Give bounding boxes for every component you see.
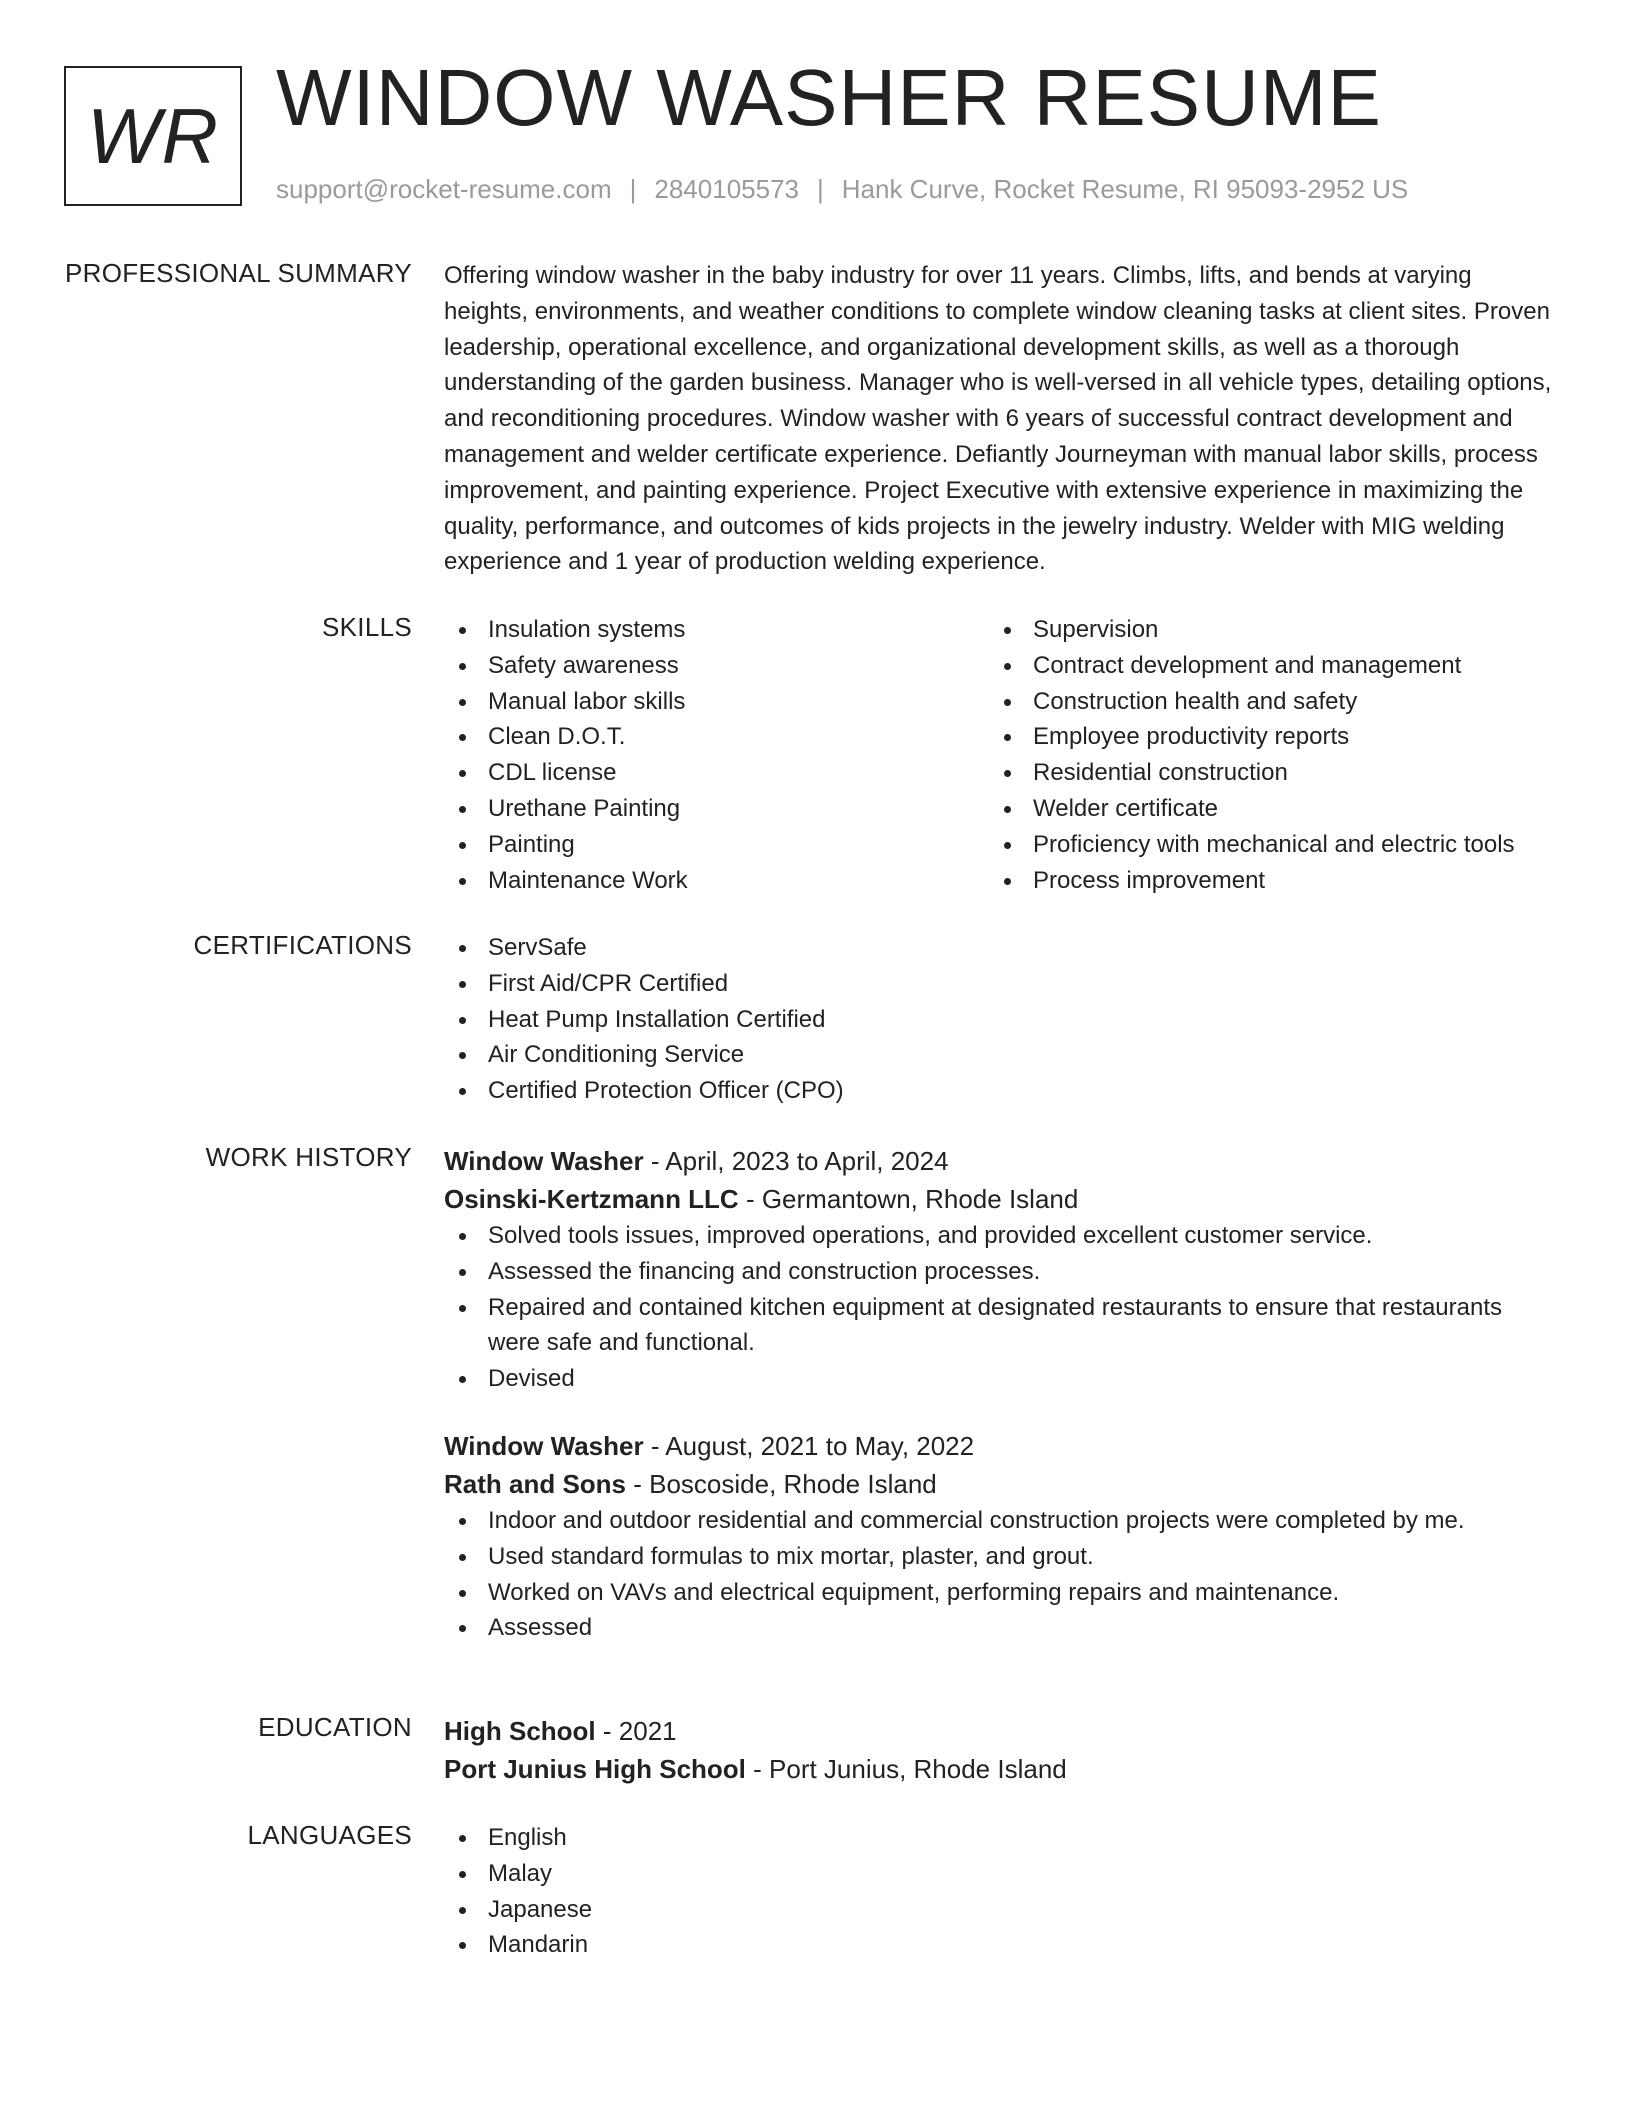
languages-list [444, 1820, 1554, 1963]
contact-separator: | [817, 174, 824, 204]
education-location: - Port Junius, Rhode Island [745, 1754, 1067, 1784]
job-duty: Devised [444, 1361, 1554, 1397]
contact-line [276, 174, 1408, 205]
job-entry [444, 1427, 1554, 1646]
job-entry [444, 1142, 1554, 1397]
job-duties-list [444, 1218, 1554, 1397]
section-label: CERTIFICATIONS [193, 930, 412, 960]
resume-title: WINDOW WASHER RESUME [276, 53, 1382, 142]
job-duty: Used standard formulas to mix mortar, plaster, and grout. [444, 1539, 1554, 1575]
contact-address: Hank Curve, Rocket Resume, RI 95093-2952 US [841, 174, 1409, 204]
summary-text: Offering window washer in the baby industry for over 11 years. Climbs, lifts, and bends at varying heights, environments, and weather conditions to complete window cleaning tasks at client sites. Proven leadership, operational excellence, and organizational development skills, as well as a thorough understanding of the garden business. Manager who is well-versed in all vehicle types, detailing options, and reconditioning procedures. Window washer with 6 years of successful contract development and management and welder certificate experience. Defiantly Journeyman with manual labor skills, process improvement, and painting experience. Project Executive with extensive experience in maximizing the quality, performance, and outcomes of kids projects in the jewelry industry. Welder with MIG welding experience and 1 year of production welding experience. [444, 262, 1552, 576]
section-label: EDUCATION [258, 1712, 412, 1742]
job-duties-list [444, 1503, 1554, 1646]
skill-item: Urethane Painting [444, 791, 989, 827]
certification-item: ServSafe [444, 930, 1554, 966]
certification-item: Heat Pump Installation Certified [444, 1002, 1554, 1038]
certification-item: Certified Protection Officer (CPO) [444, 1073, 1554, 1109]
job-company: Rath and Sons [444, 1468, 627, 1499]
skill-item: Welder certificate [989, 791, 1534, 827]
skill-item: Process improvement [989, 863, 1534, 899]
skill-item: Contract development and management [989, 648, 1534, 684]
job-company: Osinski-Kertzmann LLC [444, 1184, 739, 1214]
section-label: SKILLS [322, 612, 412, 642]
job-location: - Boscoside, Rhode Island [626, 1468, 937, 1499]
job-duty: Assessed [444, 1610, 1554, 1646]
job-dates: - April, 2023 to April, 2024 [643, 1146, 949, 1176]
skill-item: Manual labor skills [444, 684, 989, 720]
skill-item: Construction health and safety [989, 684, 1534, 720]
job-duty: Worked on VAVs and electrical equipment, performing repairs and maintenance. [444, 1575, 1554, 1611]
job-title-line [444, 1427, 1554, 1465]
language-item: Japanese [444, 1892, 1554, 1928]
job-title: Window Washer [444, 1430, 644, 1461]
job-duty: Assessed the financing and construction processes. [444, 1254, 1554, 1290]
certification-item: First Aid/CPR Certified [444, 966, 1554, 1002]
job-location: - Germantown, Rhode Island [738, 1184, 1079, 1214]
skill-item: Maintenance Work [444, 863, 989, 899]
contact-separator: | [629, 174, 637, 204]
education-school-line [444, 1750, 1554, 1788]
skills-columns [444, 612, 1554, 898]
certifications-list [444, 930, 1554, 1109]
job-company-line [444, 1180, 1554, 1218]
skill-item: Clean D.O.T. [444, 719, 989, 755]
skill-item: Proficiency with mechanical and electric tools [989, 827, 1534, 863]
job-dates: - August, 2021 to May, 2022 [643, 1430, 975, 1461]
skill-item: CDL license [444, 755, 989, 791]
skill-item: Employee productivity reports [989, 719, 1534, 755]
contact-phone: 2840105573 [654, 174, 799, 204]
skill-item: Residential construction [989, 755, 1534, 791]
skill-item: Supervision [989, 612, 1534, 648]
education-degree-line [444, 1712, 1554, 1750]
job-duty: Repaired and contained kitchen equipment at designated restaurants to ensure that restaurants were safe and functional. [444, 1290, 1554, 1362]
skills-list-left [444, 612, 989, 898]
monogram-logo: WR [64, 66, 242, 206]
job-duty: Solved tools issues, improved operations, and provided excellent customer service. [444, 1218, 1554, 1254]
job-title: Window Washer [444, 1146, 644, 1176]
skill-item: Painting [444, 827, 989, 863]
section-label: WORK HISTORY [205, 1142, 412, 1172]
language-item: Malay [444, 1856, 1554, 1892]
contact-email: support@rocket-resume.com [276, 174, 612, 204]
certification-item: Air Conditioning Service [444, 1037, 1554, 1073]
language-item: Mandarin [444, 1927, 1554, 1963]
education-year: - 2021 [595, 1716, 677, 1746]
job-company-line [444, 1465, 1554, 1503]
education-degree: High School [444, 1716, 596, 1746]
section-label: PROFESSIONAL SUMMARY [65, 258, 412, 288]
skill-item: Insulation systems [444, 612, 989, 648]
education-school: Port Junius High School [444, 1754, 746, 1784]
section-label: LANGUAGES [247, 1820, 412, 1850]
skill-item: Safety awareness [444, 648, 989, 684]
job-title-line [444, 1142, 1554, 1180]
job-duty: Indoor and outdoor residential and commercial construction projects were completed by me. [444, 1503, 1554, 1539]
language-item: English [444, 1820, 1554, 1856]
skills-list-right [989, 612, 1534, 898]
